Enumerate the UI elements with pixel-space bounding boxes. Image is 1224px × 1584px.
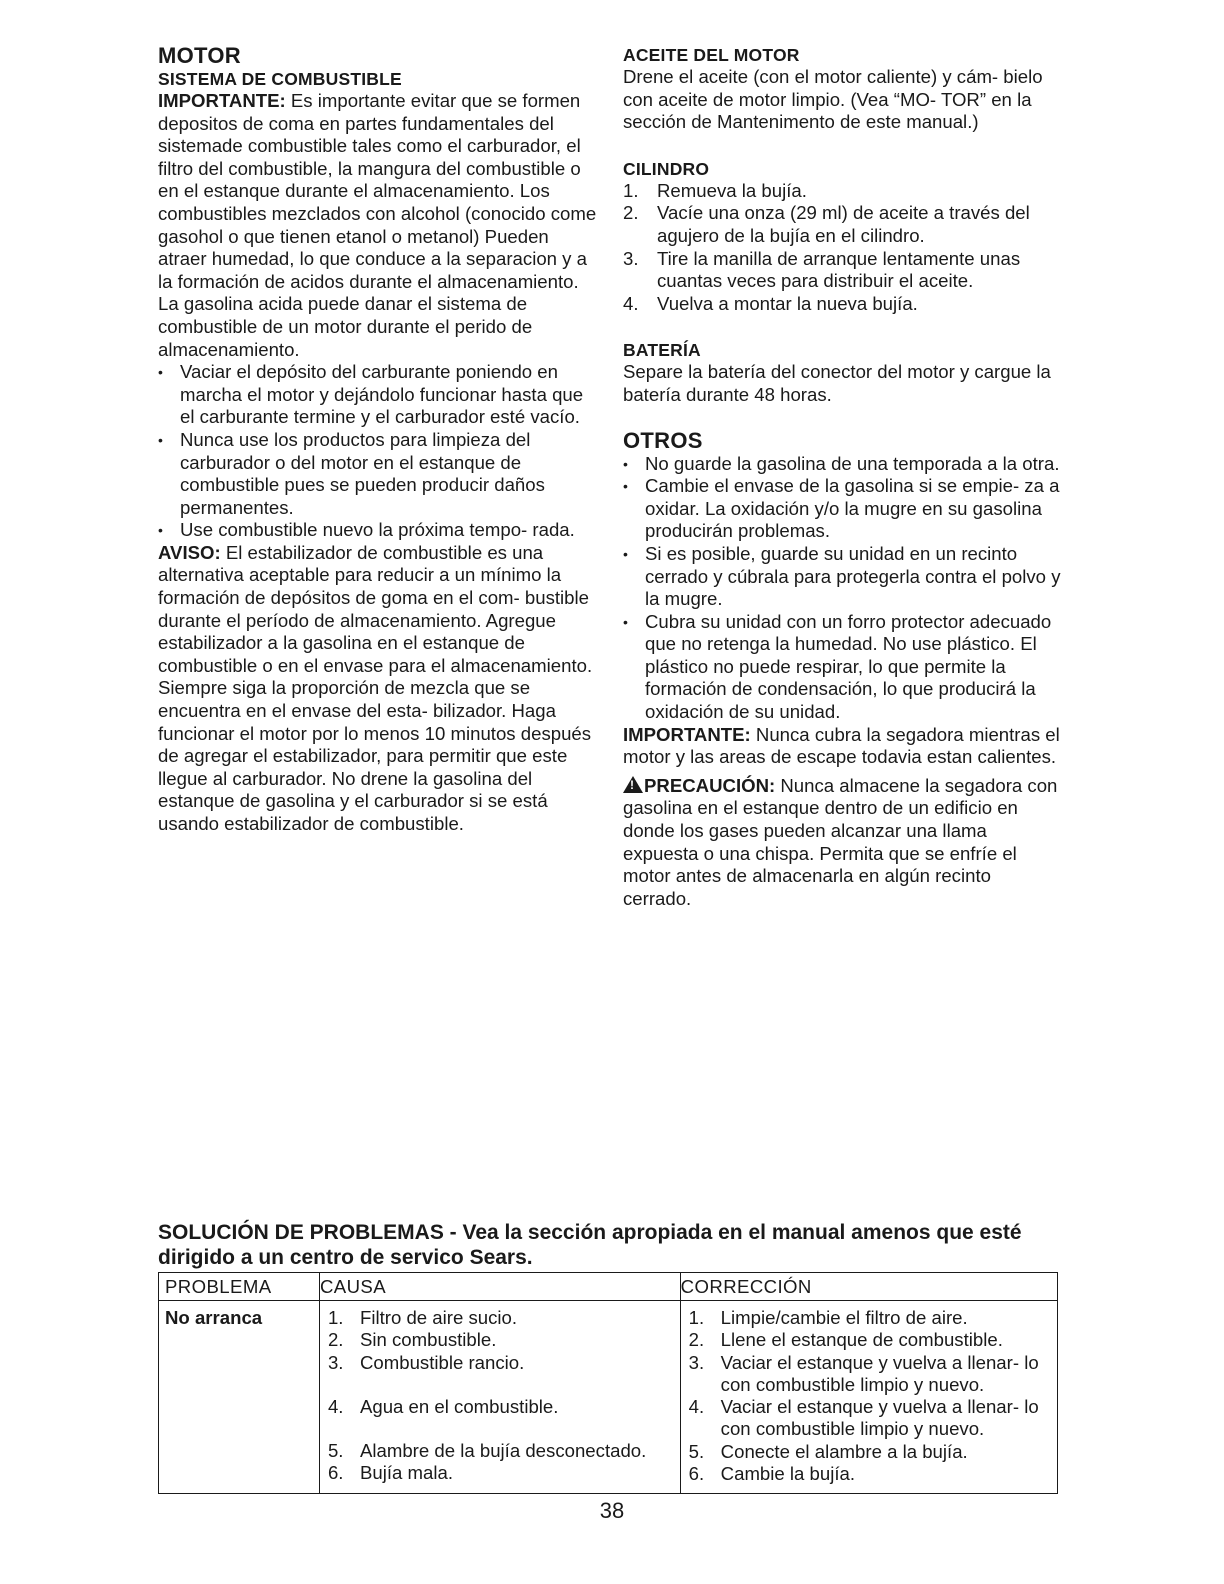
item-text: Llene el estanque de combustible. [720,1329,1003,1351]
item-text: Sin combustible. [359,1329,497,1351]
list-item: • Nunca use los productos para limpieza del carburador o del motor en el estanque de combustible pues se pueden producir daños permanentes. [158,429,598,519]
item-text: Vaciar el estanque y vuelva a llenar- lo con combustible limpio y nuevo. [720,1396,1039,1440]
item-text: Alambre de la bujía desconectado. [359,1440,647,1462]
step-text: Remueva la bujía. [657,179,807,201]
item-number: 3. [688,1351,705,1373]
list-item [681,1352,1057,1397]
item-text: Limpie/cambie el filtro de aire. [720,1307,968,1328]
step-text: Tire la manilla de arranque lentamente unas cuantas veces para distribuir el aceite. [657,247,1021,292]
fuel-bullet-list [158,361,598,542]
item-text: Cambie la bujía. [720,1463,856,1485]
page-number: 38 [599,1498,625,1523]
step-number: 3. [623,247,639,269]
section-heading-motor: MOTOR [158,43,241,68]
item-text: Vaciar el estanque y vuelva a llenar- lo con combustible limpio y nuevo. [720,1351,1039,1395]
list-item [623,202,1063,247]
item-number: 4. [688,1396,705,1418]
aviso-paragraph [158,542,598,836]
column-header-correccion: CORRECCIÓN [680,1273,1057,1301]
item-number: 5. [688,1440,705,1462]
list-item [623,248,1063,293]
step-text: Vuelva a montar la nueva bujía. [657,292,918,314]
precaucion-text: Nunca almacene la segadora con gasolina en el estanque dentro de un edificio en donde los gases pueden alcanzar una llama expuesta o una chispa. Permita que se enfríe el motor antes de almacenarla en algún recinto cerrado. [623,774,1058,909]
importante-paragraph-right [623,724,1063,769]
item-text: Filtro de aire sucio. [359,1307,518,1328]
list-item [320,1440,680,1462]
list-item: • Use combustible nuevo la próxima tempo- rada. [158,519,598,542]
corrections-list [681,1307,1057,1485]
item-text: Combustible rancio. [359,1351,525,1373]
heading-bateria: BATERÍA [623,340,701,361]
list-item [681,1441,1057,1463]
column-header-causa: CAUSA [319,1273,680,1301]
bateria-paragraph: Separe la batería del conector del motor y cargue la batería durante 48 horas. [623,361,1051,405]
troubleshooting-section [158,1221,1060,1494]
list-item [320,1352,680,1374]
troubleshooting-table [158,1272,1058,1494]
item-text: Conecte el alambre a la bujía. [720,1440,968,1462]
problem-cell: No arranca [159,1301,320,1494]
list-item: • Cubra su unidad con un forro protector adecuado que no retenga la humedad. No use plástico. El plástico no puede respirar, lo que permite la formación de condensación, lo que producirá la oxidación de su unidad. [623,611,1063,724]
item-number: 5. [327,1440,344,1462]
corrections-cell [680,1301,1057,1494]
heading-aceite-motor: ACEITE DEL MOTOR [623,45,800,65]
item-text: Bujía mala. [359,1462,453,1484]
list-item: • No guarde la gasolina de una temporada a la otra. [623,453,1063,476]
step-number: 2. [623,202,639,224]
right-column [623,44,1063,910]
table-row [159,1301,1058,1494]
aceite-paragraph: Drene el aceite (con el motor caliente) y cám- bielo con aceite de motor limpio. (Vea “MO- TOR” en la sección de Mantenimento de este manual.) [623,66,1043,133]
heading-cilindro: CILINDRO [623,158,710,179]
list-item: • Vaciar el depósito del carburante poniendo en marcha el motor y dejándolo funcionar hasta que el carburante termine y el carburador esté vacío. [158,361,598,429]
list-item [681,1307,1057,1329]
table-header-row [159,1273,1058,1301]
importante-label: IMPORTANTE: [158,90,286,111]
step-number: 4. [623,292,639,314]
left-column [158,44,598,836]
otros-bullet-list [623,453,1063,724]
precaucion-paragraph [623,775,1063,911]
importante-paragraph [158,90,598,361]
warning-triangle-icon [623,776,643,793]
step-text: Vacíe una onza (29 ml) de aceite a través del agujero de la bujía en el cilindro. [657,202,1030,246]
item-number: 2. [688,1329,705,1351]
list-item: • Cambie el envase de la gasolina si se empie- za a oxidar. La oxidación y/o la mugre en su gasolina producirán problemas. [623,475,1063,543]
list-item [320,1329,680,1351]
section-heading-otros: OTROS [623,427,703,453]
list-item [681,1396,1057,1441]
column-header-problema: PROBLEMA [159,1273,320,1301]
causes-list [320,1307,680,1485]
item-number: 4. [327,1395,344,1417]
subheading-sistema-combustible: SISTEMA DE COMBUSTIBLE [158,69,402,89]
item-number: 2. [327,1329,344,1351]
item-number: 3. [327,1351,344,1373]
item-text: Agua en el combustible. [359,1395,559,1417]
list-item [320,1307,680,1329]
item-number: 6. [327,1462,344,1484]
list-item: • Si es posible, guarde su unidad en un recinto cerrado y cúbrala para protegerla contra el polvo y la mugre. [623,543,1063,611]
list-item [681,1463,1057,1485]
importante-text: Es importante evitar que se formen depositos de coma en partes fundamentales del sistemade combustible tales como el carburador, el filtro del combustible, la mangura del combustible o en el estanque durante el almacenamiento. Los combustibles mezclados con alcohol (conocido come gasohol o que tienen etanol o metanol) Pueden atraer humedad, lo que conduce a la separacion y a la formación de acidos durante el almacenamiento. La gasolina acida puede danar el sistema de combustible de un motor durante el perido de almacenamiento. [158,90,597,360]
list-item [623,180,1063,203]
list-item [320,1462,680,1484]
item-number: 1. [327,1307,344,1328]
importante-label: IMPORTANTE: [623,723,751,745]
aviso-text: El estabilizador de combustible es una alternativa aceptable para reducir a un mínimo la formación de depósitos de goma en el com- bustible durante el período de almacenamiento. Agregue estabilizador a la gasolina en el estanque de combustible o en el envase para el almacenamiento. Siempre siga la proporción de mezcla que se encuentra en el envase del esta- bilizador. Haga funcionar el motor por lo menos 10 minutos después de agregar el estabilizador, para permitir que este llegue al carburador. No drene la gasolina del estanque de gasolina y el carburador si se está usando estabilizador de combustible. [158,541,593,834]
importante-text: Nunca cubra la segadora mientras el motor y las areas de escape todavia estan calientes. [623,723,1060,768]
list-item [623,293,1063,316]
list-item [320,1396,680,1418]
item-number: 6. [688,1463,705,1485]
aviso-label: AVISO: [158,541,221,563]
list-item [681,1329,1057,1351]
step-number: 1. [623,179,639,201]
cilindro-steps [623,180,1063,316]
causes-cell [319,1301,680,1494]
item-number: 1. [688,1307,705,1328]
precaucion-label: PRECAUCIÓN: [644,774,776,796]
troubleshooting-title: SOLUCIÓN DE PROBLEMAS - Vea la sección apropiada en el manual amenos que esté dirigido a un centro de servico Sears. [158,1221,1022,1269]
